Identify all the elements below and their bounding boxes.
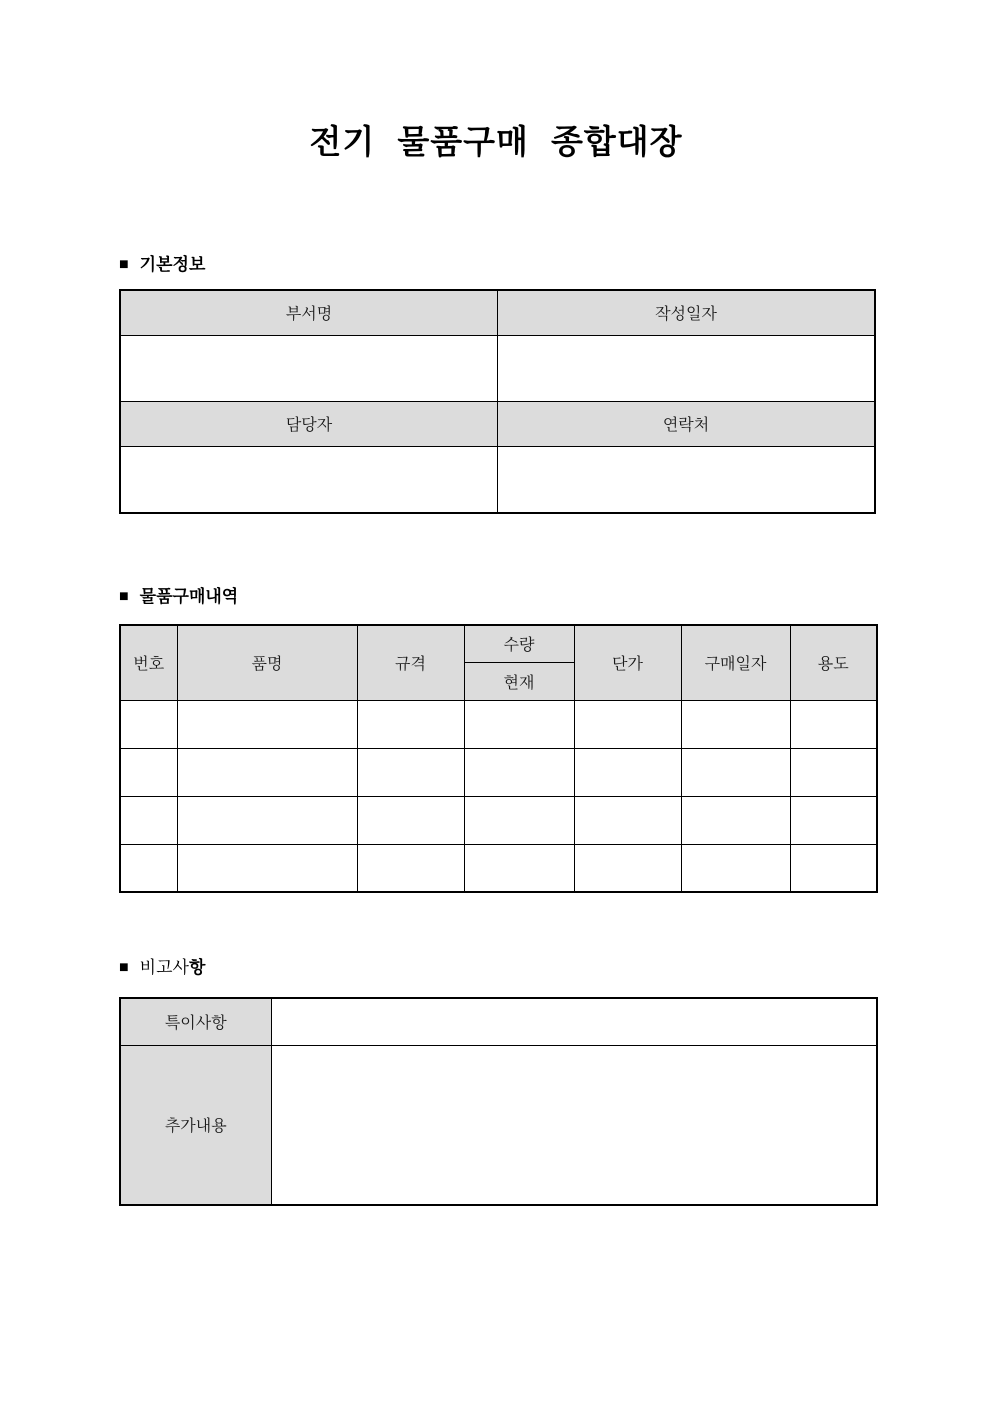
purchase-list-table — [119, 624, 878, 893]
table-row — [120, 335, 875, 401]
basic-info-header-contact: 연락처 — [498, 401, 876, 446]
purchase-row-cell-spec[interactable] — [357, 844, 464, 892]
table-row — [120, 1045, 877, 1205]
basic-info-value-manager[interactable] — [120, 446, 498, 513]
purchase-row-cell-item[interactable] — [177, 748, 357, 796]
square-bullet-icon: ■ — [119, 256, 129, 273]
table-row — [120, 748, 877, 796]
table-row — [120, 700, 877, 748]
purchase-row-cell-qty[interactable] — [464, 700, 574, 748]
purchase-row-cell-item[interactable] — [177, 796, 357, 844]
basic-info-value-contact[interactable] — [498, 446, 876, 513]
section-heading-purchase-list-label: 물품구매내역 — [139, 587, 239, 606]
table-row — [120, 290, 875, 335]
purchase-row-cell-date[interactable] — [681, 748, 790, 796]
col-header-current: 현재 — [464, 662, 574, 700]
col-header-spec: 규격 — [357, 625, 464, 700]
basic-info-header-department: 부서명 — [120, 290, 498, 335]
remarks-value-additional-content[interactable] — [271, 1045, 877, 1205]
section-heading-purchase-list — [119, 586, 876, 608]
table-row — [120, 998, 877, 1045]
purchase-row-cell-price[interactable] — [574, 748, 681, 796]
square-bullet-icon: ■ — [119, 959, 129, 976]
purchase-row-cell-date[interactable] — [681, 844, 790, 892]
remarks-label-special-notes: 특이사항 — [120, 998, 271, 1045]
remarks-value-special-notes[interactable] — [271, 998, 877, 1045]
purchase-row-cell-purpose[interactable] — [790, 700, 877, 748]
purchase-row-cell-purpose[interactable] — [790, 844, 877, 892]
purchase-row-cell-qty[interactable] — [464, 796, 574, 844]
basic-info-table — [119, 289, 876, 514]
purchase-row-cell-no[interactable] — [120, 796, 177, 844]
purchase-row-cell-purpose[interactable] — [790, 796, 877, 844]
purchase-row-cell-price[interactable] — [574, 844, 681, 892]
remarks-table — [119, 997, 878, 1206]
purchase-row-cell-no[interactable] — [120, 844, 177, 892]
section-heading-remarks-label — [140, 957, 206, 979]
purchase-row-cell-item[interactable] — [177, 844, 357, 892]
page-title: 전기 물품구매 종합대장 — [309, 123, 683, 160]
square-bullet-icon: ■ — [119, 588, 129, 605]
purchase-row-cell-price[interactable] — [574, 700, 681, 748]
col-header-quantity: 수량 — [464, 625, 574, 662]
basic-info-header-manager: 담당자 — [120, 401, 498, 446]
remarks-heading-bold: 항 — [188, 958, 206, 977]
purchase-row-cell-price[interactable] — [574, 796, 681, 844]
col-header-purchase-date: 구매일자 — [681, 625, 790, 700]
col-header-no: 번호 — [120, 625, 177, 700]
col-header-unit-price: 단가 — [574, 625, 681, 700]
basic-info-value-department[interactable] — [120, 335, 498, 401]
purchase-row-cell-date[interactable] — [681, 700, 790, 748]
table-row — [120, 446, 875, 513]
purchase-row-cell-purpose[interactable] — [790, 748, 877, 796]
purchase-row-cell-qty[interactable] — [464, 844, 574, 892]
basic-info-header-date: 작성일자 — [498, 290, 876, 335]
purchase-row-cell-date[interactable] — [681, 796, 790, 844]
remarks-label-additional-content: 추가내용 — [120, 1045, 271, 1205]
col-header-item-name: 품명 — [177, 625, 357, 700]
table-row — [120, 796, 877, 844]
col-header-purpose: 용도 — [790, 625, 877, 700]
purchase-row-cell-spec[interactable] — [357, 748, 464, 796]
section-heading-remarks — [119, 957, 876, 979]
purchase-row-cell-no[interactable] — [120, 700, 177, 748]
remarks-heading-normal: 비고사 — [139, 958, 189, 977]
table-row — [120, 401, 875, 446]
purchase-row-cell-spec[interactable] — [357, 700, 464, 748]
basic-info-value-date[interactable] — [498, 335, 876, 401]
section-heading-basic-info-label: 기본정보 — [139, 255, 206, 274]
table-row — [120, 844, 877, 892]
purchase-row-cell-no[interactable] — [120, 748, 177, 796]
purchase-row-cell-qty[interactable] — [464, 748, 574, 796]
purchase-row-cell-item[interactable] — [177, 700, 357, 748]
section-heading-basic-info — [119, 254, 876, 276]
table-header-row — [120, 625, 877, 662]
purchase-row-cell-spec[interactable] — [357, 796, 464, 844]
